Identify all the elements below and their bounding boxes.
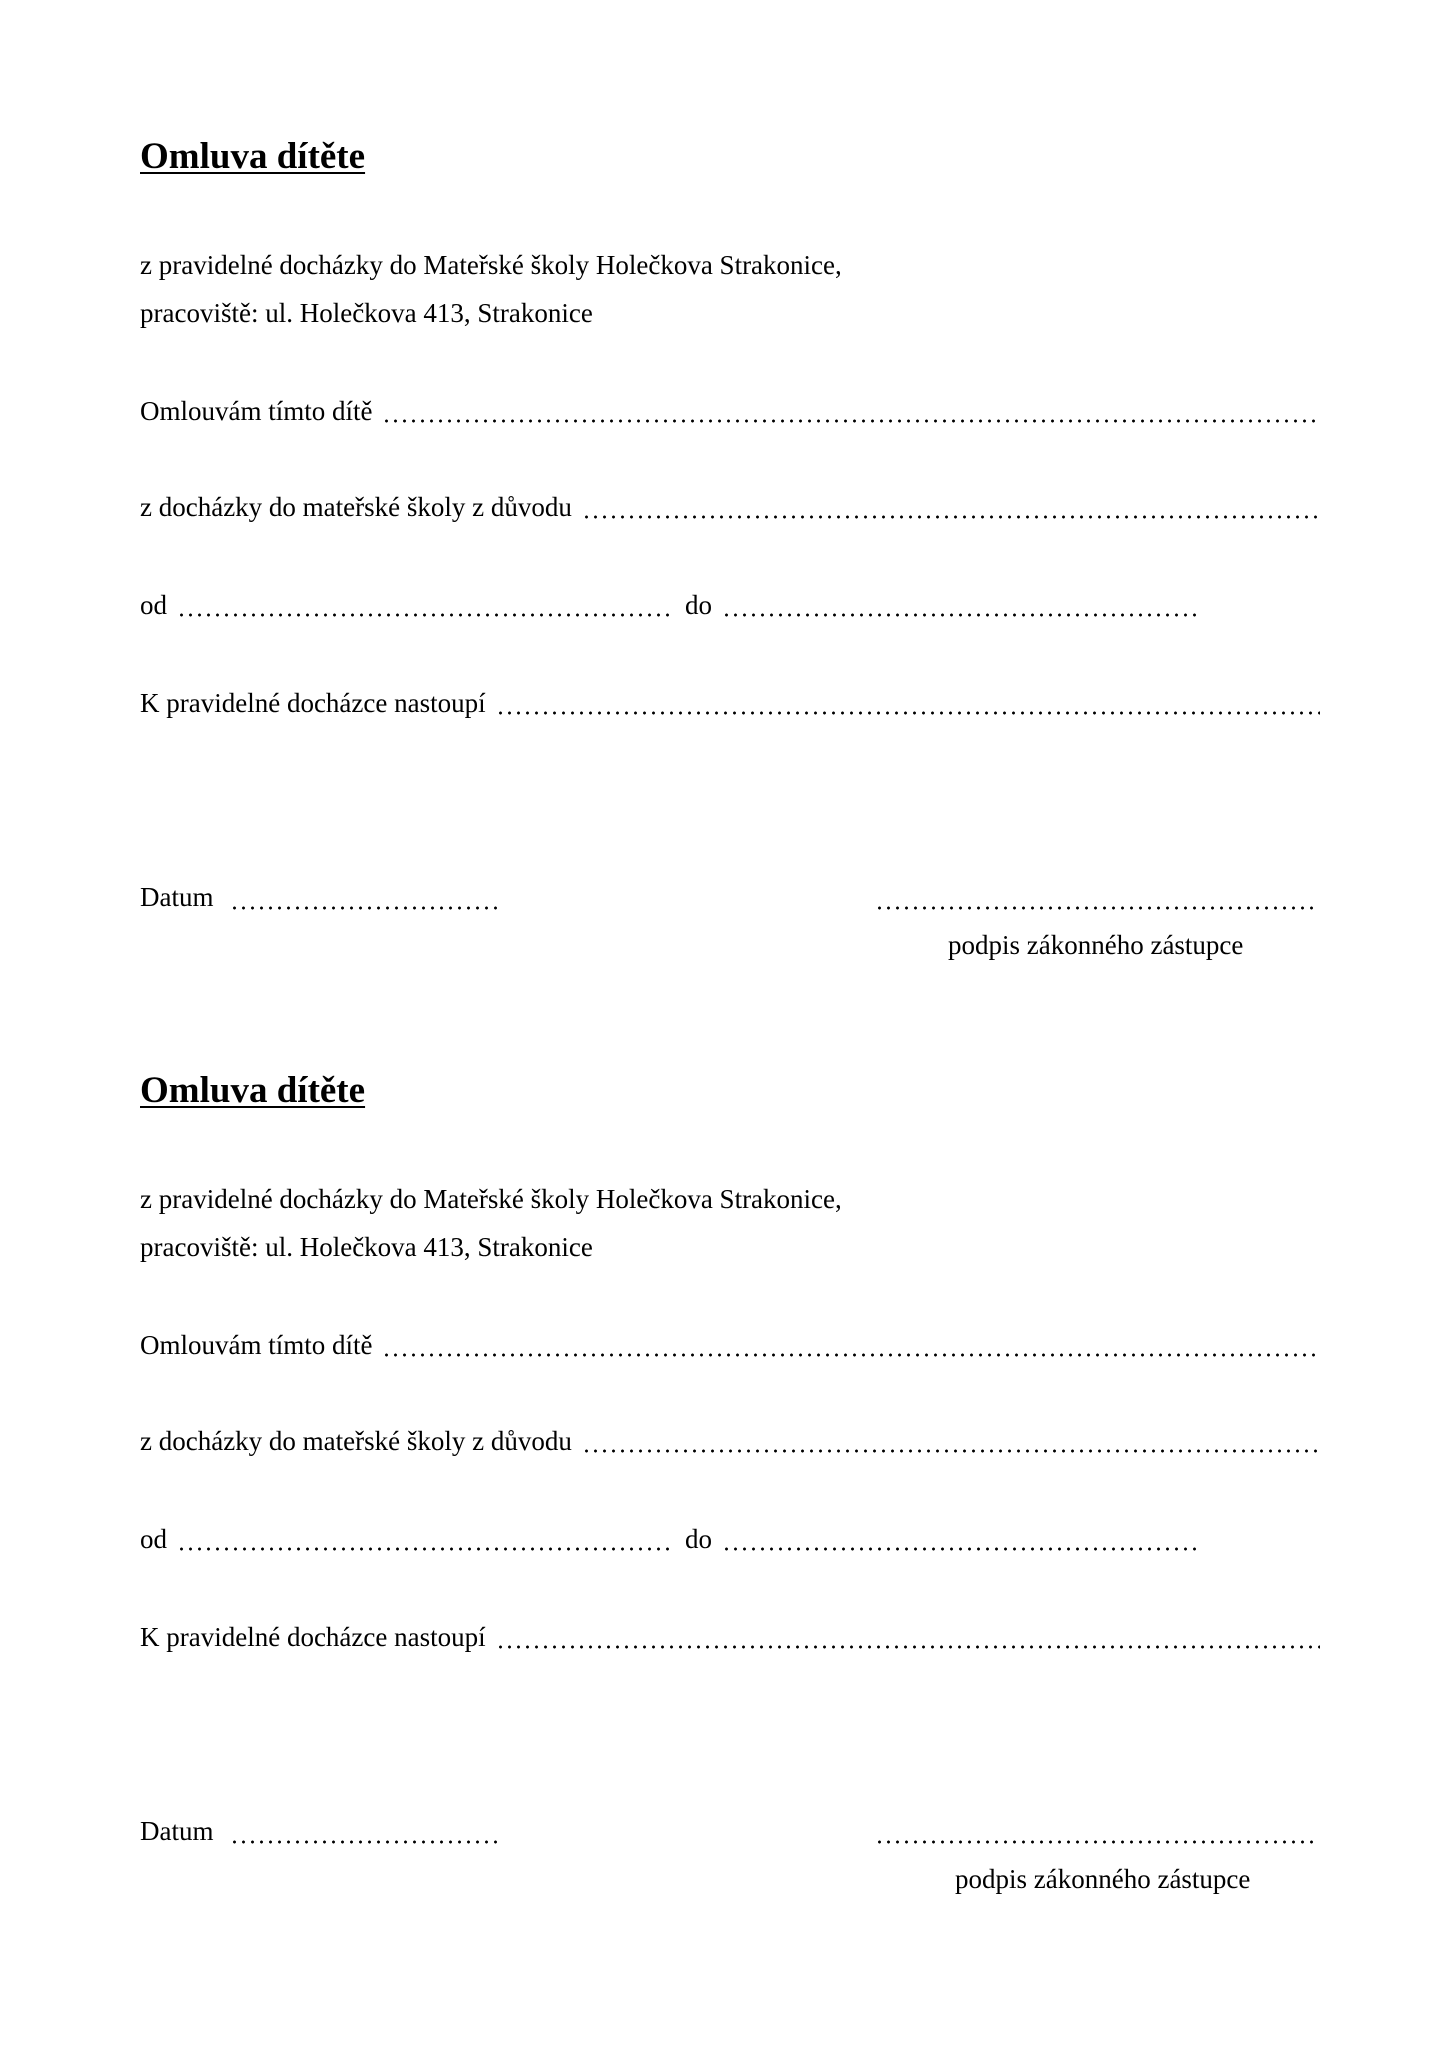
from-date-field[interactable] <box>177 1547 673 1551</box>
intro-line-2: pracoviště: ul. Holečkova 413, Strakonice <box>140 1232 593 1262</box>
resume-date-field[interactable] <box>496 1645 1320 1649</box>
date-label: Datum <box>140 882 214 912</box>
to-date-field[interactable] <box>722 613 1202 617</box>
intro-line-2: pracoviště: ul. Holečkova 413, Strakonice <box>140 298 593 328</box>
child-name-field[interactable] <box>382 419 1320 423</box>
excuse-form-1 <box>140 0 1320 960</box>
reason-row <box>140 494 1320 521</box>
signature-caption: podpis zákonného zástupce <box>955 1864 1251 1894</box>
reason-label: z docházky do mateřské školy z důvodu <box>140 1426 572 1456</box>
resume-label: K pravidelné docházce nastoupí <box>140 1622 486 1652</box>
signature-field[interactable] <box>875 906 1317 910</box>
resume-row <box>140 690 1320 717</box>
from-label: od <box>140 1524 167 1554</box>
reason-row <box>140 1428 1320 1455</box>
excuse-form-2 <box>140 930 1320 1894</box>
to-date-field[interactable] <box>722 1547 1202 1551</box>
date-signature-row <box>140 884 1320 914</box>
form-title: Omluva dítěte <box>140 1070 366 1111</box>
child-name-label: Omlouvám tímto dítě <box>140 396 373 426</box>
reason-label: z docházky do mateřské školy z důvodu <box>140 492 572 522</box>
date-range-row <box>140 592 1320 619</box>
intro-line-1: z pravidelné docházky do Mateřské školy Holečkova Strakonice, <box>140 250 842 280</box>
reason-field[interactable] <box>582 515 1320 519</box>
date-signature-row <box>140 1818 1320 1848</box>
child-name-row <box>140 1332 1320 1359</box>
signature-caption: podpis zákonného zástupce <box>948 930 1244 960</box>
to-label: do <box>685 1524 712 1554</box>
date-label: Datum <box>140 1816 214 1846</box>
from-label: od <box>140 590 167 620</box>
to-label: do <box>685 590 712 620</box>
date-field[interactable] <box>230 1840 500 1844</box>
resume-label: K pravidelné docházce nastoupí <box>140 688 486 718</box>
child-name-field[interactable] <box>382 1353 1320 1357</box>
resume-row <box>140 1624 1320 1651</box>
from-date-field[interactable] <box>177 613 673 617</box>
child-name-label: Omlouvám tímto dítě <box>140 1330 373 1360</box>
form-title: Omluva dítěte <box>140 136 366 177</box>
date-range-row <box>140 1526 1320 1553</box>
resume-date-field[interactable] <box>496 711 1320 715</box>
reason-field[interactable] <box>582 1449 1320 1453</box>
date-field[interactable] <box>230 906 500 910</box>
intro-line-1: z pravidelné docházky do Mateřské školy Holečkova Strakonice, <box>140 1184 842 1214</box>
signature-field[interactable] <box>875 1840 1317 1844</box>
child-name-row <box>140 398 1320 425</box>
